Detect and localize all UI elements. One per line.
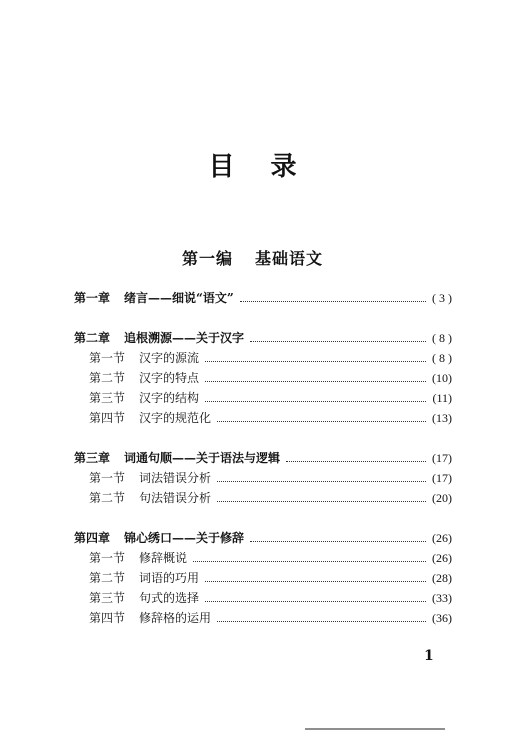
toc-section[interactable] xyxy=(89,349,452,367)
section-number: 第二节 xyxy=(89,491,126,505)
toc-section[interactable] xyxy=(89,489,452,507)
leader-dots xyxy=(250,341,426,342)
chapter-number: 第四章 xyxy=(74,531,111,545)
toc-section[interactable] xyxy=(89,569,452,587)
leader-dots xyxy=(205,361,426,362)
page-ref: (11) xyxy=(432,391,452,405)
section-number: 第四节 xyxy=(89,411,126,425)
section-title: 词语的巧用 xyxy=(139,571,200,585)
leader-dots xyxy=(205,581,426,582)
toc-section[interactable] xyxy=(89,369,452,387)
toc-title: 目录 xyxy=(208,152,333,182)
section-number: 第一节 xyxy=(89,471,126,485)
page-ref: (26) xyxy=(432,551,452,565)
page-ref: ( 3 ) xyxy=(432,291,452,305)
leader-dots xyxy=(205,381,426,382)
page-ref: (17) xyxy=(432,471,452,485)
section-title: 修辞格的运用 xyxy=(139,611,212,625)
toc-section[interactable] xyxy=(89,549,452,567)
scan-artifact-line xyxy=(305,728,445,730)
section-title: 汉字的结构 xyxy=(139,391,200,405)
leader-dots xyxy=(250,541,426,542)
section-title: 词法错误分析 xyxy=(139,471,212,485)
page-ref: ( 8 ) xyxy=(432,331,452,345)
chapter-number: 第三章 xyxy=(74,451,111,465)
leader-dots xyxy=(217,501,426,502)
chapter-title: 词通句顺——关于语法与逻辑 xyxy=(124,451,281,465)
leader-dots xyxy=(286,461,426,462)
toc-chapter[interactable] xyxy=(74,329,452,347)
page-ref: (10) xyxy=(432,371,452,385)
page-ref: (13) xyxy=(432,411,452,425)
leader-dots xyxy=(205,401,426,402)
page-number: 1 xyxy=(424,648,434,664)
leader-dots xyxy=(217,621,426,622)
chapter-title: 绪言——细说“语文” xyxy=(124,291,234,305)
section-title: 句式的选择 xyxy=(139,591,200,605)
toc-chapter[interactable] xyxy=(74,449,452,467)
page-ref: ( 8 ) xyxy=(432,351,452,365)
toc-section[interactable] xyxy=(89,469,452,487)
part-heading xyxy=(0,246,505,269)
chapter-title: 锦心绣口——关于修辞 xyxy=(124,531,245,545)
leader-dots xyxy=(217,481,426,482)
section-title: 汉字的源流 xyxy=(139,351,200,365)
section-number: 第四节 xyxy=(89,611,126,625)
chapter-title: 追根溯源——关于汉字 xyxy=(124,331,245,345)
toc-section[interactable] xyxy=(89,589,452,607)
page-ref: (26) xyxy=(432,531,452,545)
section-title: 汉字的特点 xyxy=(139,371,200,385)
toc-chapter[interactable] xyxy=(74,289,452,307)
section-title: 修辞概说 xyxy=(139,551,188,565)
toc-section[interactable] xyxy=(89,389,452,407)
section-title: 句法错误分析 xyxy=(139,491,212,505)
chapter-number: 第一章 xyxy=(74,291,111,305)
section-number: 第三节 xyxy=(89,391,126,405)
toc-section[interactable] xyxy=(89,409,452,427)
section-number: 第一节 xyxy=(89,551,126,565)
section-title: 汉字的规范化 xyxy=(139,411,212,425)
section-number: 第二节 xyxy=(89,571,126,585)
page-ref: (33) xyxy=(432,591,452,605)
section-number: 第三节 xyxy=(89,591,126,605)
section-number: 第二节 xyxy=(89,371,126,385)
toc-section[interactable] xyxy=(89,609,452,627)
leader-dots xyxy=(205,601,426,602)
section-number: 第一节 xyxy=(89,351,126,365)
chapter-number: 第二章 xyxy=(74,331,111,345)
page-ref: (17) xyxy=(432,451,452,465)
part-name: 基础语文 xyxy=(255,249,324,268)
leader-dots xyxy=(240,301,426,302)
leader-dots xyxy=(217,421,426,422)
page-ref: (20) xyxy=(432,491,452,505)
part-label: 第一编 xyxy=(181,249,233,268)
page-ref: (36) xyxy=(432,611,452,625)
toc-chapter[interactable] xyxy=(74,529,452,547)
page-ref: (28) xyxy=(432,571,452,585)
leader-dots xyxy=(193,561,426,562)
